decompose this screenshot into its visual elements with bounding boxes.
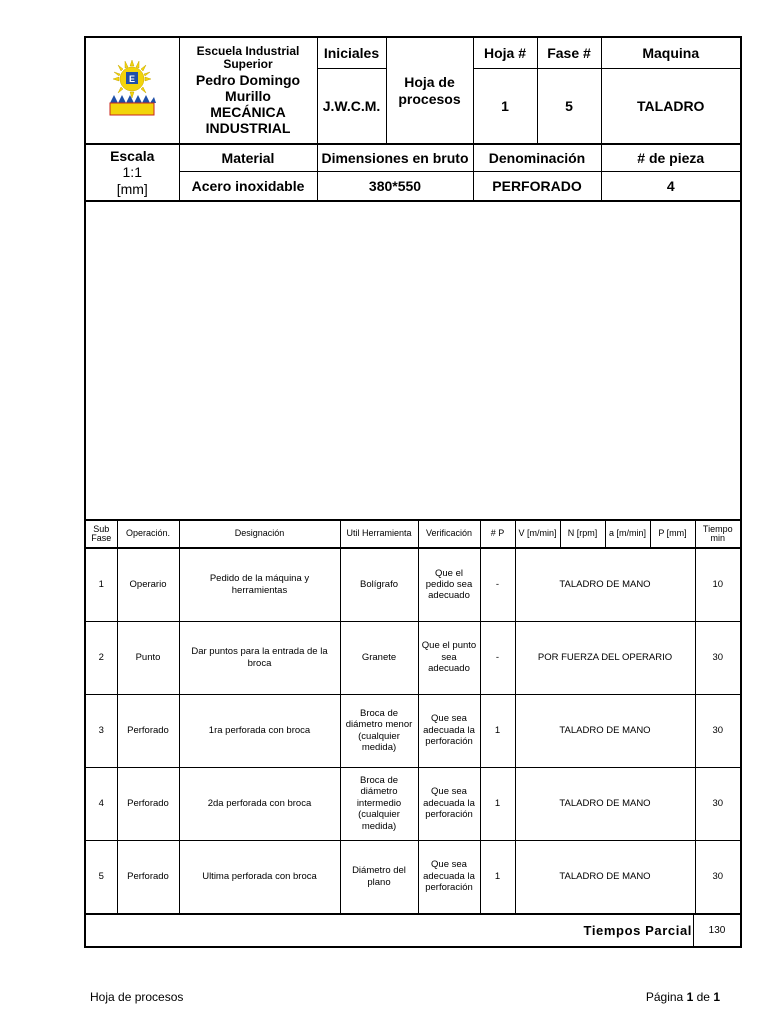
col-n: N [rpm]: [560, 521, 605, 548]
row-tiempo: 30: [695, 840, 740, 913]
row-verificacion: Que sea adecuada la perforación: [418, 767, 480, 840]
svg-text:E: E: [129, 74, 136, 84]
row-operacion: Perforado: [117, 694, 179, 767]
doc-type: Hoja de procesos: [386, 38, 473, 144]
row-util: Bolígrafo: [340, 548, 418, 621]
footer-page-word: Página: [645, 990, 684, 1004]
maquina-label: Maquina: [601, 38, 740, 68]
operations-header: [86, 521, 740, 548]
row-sub: 1: [86, 548, 117, 621]
school-line2: Pedro Domingo Murillo: [195, 72, 301, 105]
school-logo-icon: [106, 57, 158, 119]
row-num-p: 1: [480, 840, 515, 913]
drawing-area: [86, 200, 740, 521]
table-row: [86, 548, 740, 621]
row-parametros: TALADRO DE MANO: [515, 767, 695, 840]
row-util: Broca de diámetro intermedio (cualquier medida): [340, 767, 418, 840]
dimensiones-value: 380*550: [317, 171, 473, 200]
escala-cell: [86, 144, 179, 200]
col-designacion: Designación: [179, 521, 340, 548]
col-tiempo: Tiempo min: [695, 521, 740, 548]
table-row: [86, 767, 740, 840]
row-tiempo: 30: [695, 694, 740, 767]
footer-page-num: 1: [686, 990, 694, 1004]
fase-label: Fase #: [537, 38, 601, 68]
totals-value: 130: [693, 915, 740, 946]
footer-doc-title: Hoja de procesos: [90, 990, 184, 1004]
denominacion-value: PERFORADO: [473, 171, 601, 200]
row-parametros: POR FUERZA DEL OPERARIO: [515, 621, 695, 694]
row-sub: 2: [86, 621, 117, 694]
school-line1: Escuela Industrial Superior: [196, 43, 300, 72]
col-p: P [mm]: [650, 521, 695, 548]
table-row: [86, 694, 740, 767]
row-designacion: 2da perforada con broca: [179, 767, 340, 840]
row-tiempo: 30: [695, 767, 740, 840]
row-num-p: 1: [480, 694, 515, 767]
iniciales-value: J.W.C.M.: [317, 68, 386, 144]
dimensiones-label: Dimensiones en bruto: [317, 144, 473, 171]
row-util: Diámetro del plano: [340, 840, 418, 913]
col-sub-fase: Sub Fase: [86, 521, 117, 548]
row-num-p: 1: [480, 767, 515, 840]
pieza-label: # de pieza: [601, 144, 740, 171]
escala-value: 1:1: [122, 164, 142, 181]
row-verificacion: Que sea adecuada la perforación: [418, 840, 480, 913]
row-num-p: -: [480, 548, 515, 621]
row-designacion: Dar puntos para la entrada de la broca: [179, 621, 340, 694]
school-name: [179, 38, 317, 144]
row-operacion: Perforado: [117, 767, 179, 840]
col-operacion: Operación.: [117, 521, 179, 548]
table-row: [86, 621, 740, 694]
row-util: Granete: [340, 621, 418, 694]
escala-label: Escala: [110, 148, 155, 165]
row-verificacion: Que el pedido sea adecuado: [418, 548, 480, 621]
iniciales-label: Iniciales: [317, 38, 386, 68]
material-value: Acero inoxidable: [179, 171, 317, 200]
row-operacion: Perforado: [117, 840, 179, 913]
escala-unit: [mm]: [116, 180, 148, 197]
row-designacion: Ultima perforada con broca: [179, 840, 340, 913]
operations-table: [86, 521, 740, 914]
footer-page-total: 1: [713, 990, 720, 1004]
col-a: a [m/min]: [605, 521, 650, 548]
pieza-value: 4: [601, 171, 740, 200]
table-row: [86, 840, 740, 913]
col-num-p: # P: [480, 521, 515, 548]
row-designacion: Pedido de la máquina y herramientas: [179, 548, 340, 621]
school-logo: [86, 38, 179, 144]
col-v: V [m/min]: [515, 521, 560, 548]
row-sub: 4: [86, 767, 117, 840]
row-util: Broca de diámetro menor (cualquier medida): [340, 694, 418, 767]
denominacion-label: Denominación: [473, 144, 601, 171]
totals-row: [86, 914, 740, 946]
row-operacion: Punto: [117, 621, 179, 694]
row-parametros: TALADRO DE MANO: [515, 840, 695, 913]
row-operacion: Operario: [117, 548, 179, 621]
row-sub: 5: [86, 840, 117, 913]
row-parametros: TALADRO DE MANO: [515, 548, 695, 621]
row-verificacion: Que el punto sea adecuado: [418, 621, 480, 694]
row-sub: 3: [86, 694, 117, 767]
footer-of-word: de: [696, 990, 710, 1004]
row-verificacion: Que sea adecuada la perforación: [418, 694, 480, 767]
row-parametros: TALADRO DE MANO: [515, 694, 695, 767]
totals-label: Tiempos Parcial: [583, 923, 692, 938]
hoja-label: Hoja #: [473, 38, 537, 68]
row-designacion: 1ra perforada con broca: [179, 694, 340, 767]
school-line3: MECÁNICA INDUSTRIAL: [205, 104, 291, 137]
fase-value: 5: [537, 68, 601, 144]
row-tiempo: 10: [695, 548, 740, 621]
footer-page-number: [646, 990, 720, 1004]
hoja-value: 1: [473, 68, 537, 144]
material-label: Material: [179, 144, 317, 171]
process-sheet: [84, 36, 742, 948]
row-tiempo: 30: [695, 621, 740, 694]
maquina-value: TALADRO: [601, 68, 740, 144]
row-num-p: -: [480, 621, 515, 694]
header-table: [86, 38, 740, 200]
col-util-herramienta: Util Herramienta: [340, 521, 418, 548]
col-verificacion: Verificación: [418, 521, 480, 548]
